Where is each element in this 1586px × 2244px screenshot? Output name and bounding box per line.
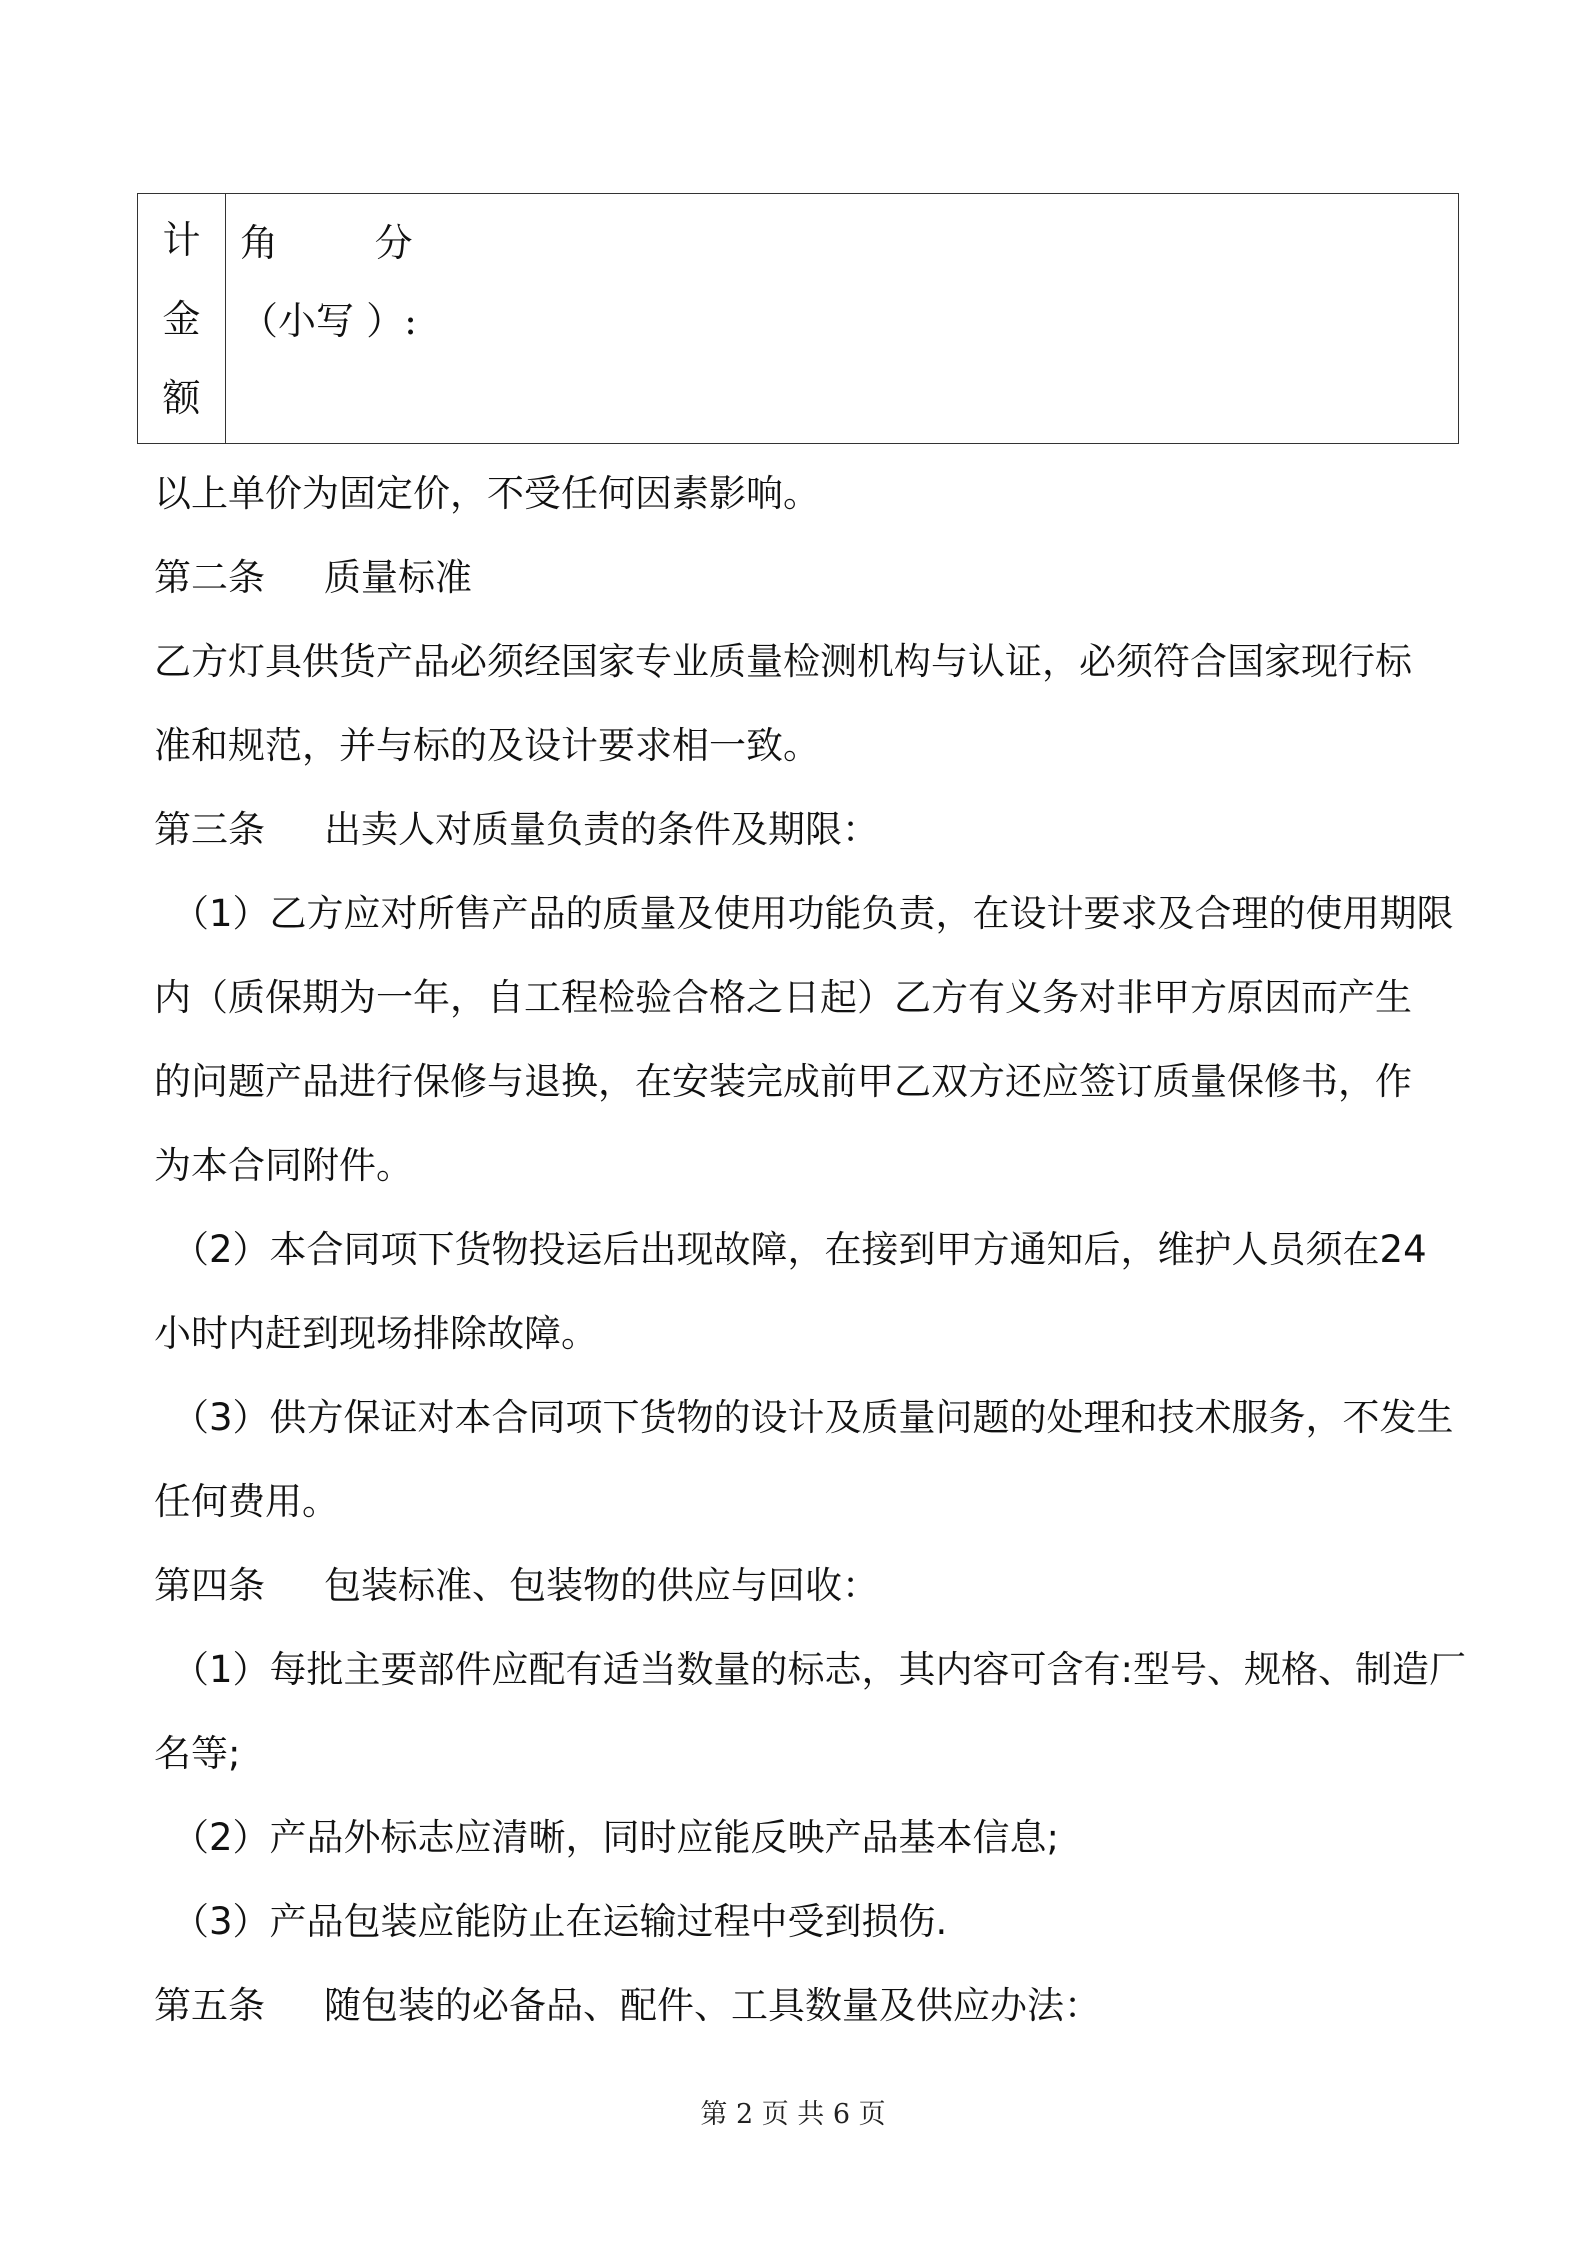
amount-lowercase: （小写 ）: — [240, 299, 417, 343]
paragraph-line: 任何费用。 — [154, 1480, 339, 1523]
article-title: 质量标准 — [324, 556, 472, 599]
article-heading — [154, 1544, 1454, 1628]
paragraph-line: （3）产品包装应能防止在运输过程中受到损伤. — [172, 1900, 948, 1943]
article-number: 第三条 — [154, 808, 265, 851]
article-number: 第四条 — [154, 1564, 265, 1607]
paragraph-line: （2）产品外标志应清晰，同时应能反映产品基本信息; — [172, 1816, 1060, 1859]
article-heading — [154, 1964, 1454, 2048]
paragraph-line: （1）每批主要部件应配有适当数量的标志，其内容可含有:型号、规格、制造厂 — [172, 1648, 1467, 1691]
document-body — [154, 452, 1467, 2048]
amount-label-char: 计 — [162, 217, 201, 262]
paragraph-line: 乙方灯具供货产品必须经国家专业质量检测机构与认证，必须符合国家现行标 — [154, 640, 1412, 683]
amount-table — [137, 193, 1459, 444]
article-heading — [154, 536, 1454, 620]
amount-label-cell — [138, 194, 226, 443]
amount-value-cell — [226, 194, 1458, 443]
article-title: 出卖人对质量负责的条件及期限： — [324, 808, 879, 851]
paragraph-line: 以上单价为固定价，不受任何因素影响。 — [154, 472, 820, 515]
amount-label-char: 额 — [162, 375, 201, 420]
paragraph-line: 为本合同附件。 — [154, 1144, 413, 1187]
paragraph-line: （3）供方保证对本合同项下货物的设计及质量问题的处理和技术服务，不发生 — [172, 1396, 1454, 1439]
amount-label-char: 金 — [162, 296, 201, 341]
paragraph-line: （2）本合同项下货物投运后出现故障，在接到甲方通知后，维护人员须在24 — [172, 1228, 1427, 1271]
article-number: 第五条 — [154, 1984, 265, 2027]
paragraph-line: 内（质保期为一年，自工程检验合格之日起）乙方有义务对非甲方原因而产生 — [154, 976, 1412, 1019]
amount-jiao-fen: 角 分 — [240, 221, 413, 265]
article-number: 第二条 — [154, 556, 265, 599]
article-heading — [154, 788, 1454, 872]
paragraph-line: 名等; — [154, 1732, 241, 1775]
article-title: 包装标准、包装物的供应与回收： — [324, 1564, 879, 1607]
paragraph-line: 的问题产品进行保修与退换，在安装完成前甲乙双方还应签订质量保修书，作 — [154, 1060, 1412, 1103]
paragraph-line: 小时内赶到现场排除故障。 — [154, 1312, 598, 1355]
paragraph-line: （1）乙方应对所售产品的质量及使用功能负责，在设计要求及合理的使用期限 — [172, 892, 1454, 935]
paragraph-line: 准和规范，并与标的及设计要求相一致。 — [154, 724, 820, 767]
page-footer: 第 2 页 共 6 页 — [700, 2099, 886, 2130]
article-title: 随包装的必备品、配件、工具数量及供应办法： — [324, 1984, 1101, 2027]
